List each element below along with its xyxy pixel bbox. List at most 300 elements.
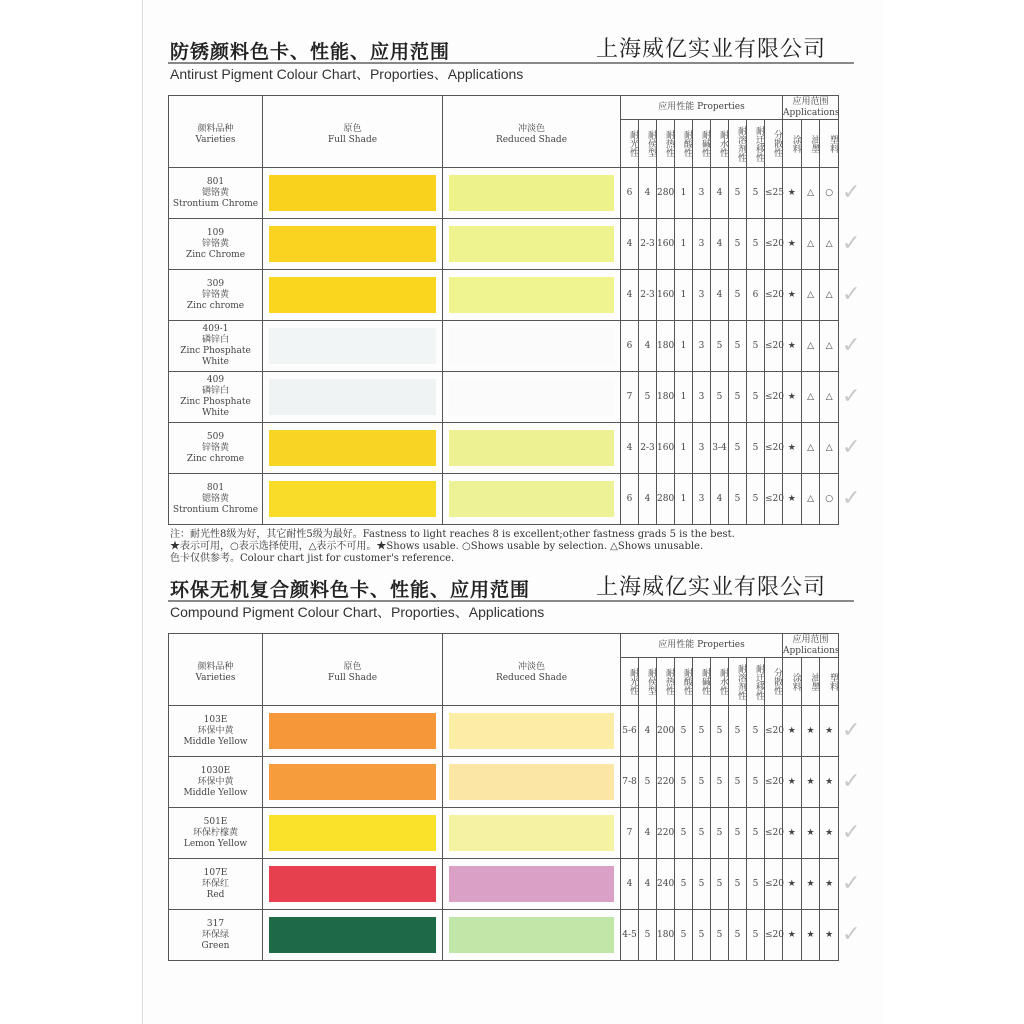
full-shade-cell (263, 219, 443, 270)
variety-cn: 环保红 (201, 878, 229, 889)
property-value: ≤20 (765, 757, 783, 808)
variety-cell (169, 910, 263, 961)
reduced-shade-cell (443, 219, 621, 270)
header-varieties (169, 96, 263, 168)
property-value: 3 (693, 270, 711, 321)
header-reduced-shade (443, 96, 621, 168)
property-value: 5 (747, 372, 765, 423)
property-value: 4-5 (621, 910, 639, 961)
antirust-pigment-table (168, 95, 839, 525)
property-value: ≤20 (765, 219, 783, 270)
property-value: 5 (729, 808, 747, 859)
property-value: 4 (639, 321, 657, 372)
checkmark-icon: ✓ (842, 435, 861, 460)
property-value: ≤20 (765, 270, 783, 321)
variety-cn: 环保中黄 (197, 725, 234, 736)
application-symbol: ★ (783, 423, 802, 474)
variety-code: 501E (203, 816, 228, 827)
full-shade-swatch (269, 328, 436, 364)
property-value: 160 (657, 219, 675, 270)
full-shade-swatch (269, 481, 436, 517)
property-value: 5 (747, 808, 765, 859)
apps-en: Applications (783, 645, 840, 656)
property-value: 4 (639, 859, 657, 910)
full-shade-cell (263, 270, 443, 321)
application-column-header: 塑料 (820, 658, 839, 706)
variety-cell (169, 168, 263, 219)
property-value: 1 (675, 219, 693, 270)
property-value: ≤25 (765, 168, 783, 219)
table-row (169, 706, 839, 757)
application-symbol: △ (801, 474, 820, 525)
property-value: 5 (711, 321, 729, 372)
property-value: 5 (675, 859, 693, 910)
section2-company: 上海威亿实业有限公司 (596, 575, 827, 600)
property-value: 1 (675, 270, 693, 321)
application-symbol: ★ (783, 706, 802, 757)
variety-code: 107E (203, 867, 228, 878)
variety-en: Lemon Yellow (183, 838, 248, 849)
application-symbol: ★ (820, 910, 839, 961)
application-column-header: 油墨 (801, 658, 820, 706)
checkmark-icon: ✓ (842, 922, 861, 947)
full-shade-cell (263, 859, 443, 910)
full-shade-cell (263, 168, 443, 219)
table-row (169, 219, 839, 270)
variety-cell (169, 706, 263, 757)
property-value: 240 (657, 859, 675, 910)
property-value: 3-4 (711, 423, 729, 474)
property-value: 4 (711, 270, 729, 321)
full-shade-cell (263, 757, 443, 808)
variety-en: Zinc Phosphate White (180, 346, 251, 367)
property-value: 5 (675, 757, 693, 808)
full-shade-cell (263, 910, 443, 961)
property-column-header: 耐光性 (621, 120, 639, 168)
application-symbol: ○ (820, 168, 839, 219)
full-shade-cell (263, 321, 443, 372)
table-row (169, 372, 839, 423)
application-symbol: ★ (783, 321, 802, 372)
variety-code: 509 (206, 431, 225, 442)
variety-cell (169, 808, 263, 859)
reduced-shade-cn: 冲淡色 (517, 662, 545, 672)
property-value: 3 (693, 423, 711, 474)
application-symbol: ★ (783, 474, 802, 525)
property-value: 5 (675, 808, 693, 859)
property-value: 1 (675, 321, 693, 372)
property-value: 6 (621, 321, 639, 372)
property-value: 180 (657, 910, 675, 961)
property-value: 4 (711, 219, 729, 270)
property-value: 5 (729, 474, 747, 525)
property-value: 5 (729, 321, 747, 372)
application-symbol: ★ (783, 270, 802, 321)
application-symbol: △ (801, 321, 820, 372)
application-symbol: ★ (783, 168, 802, 219)
reduced-shade-cell (443, 423, 621, 474)
note-line: 色卡仅供参考。Colour chart jist for customer's reference. (170, 553, 455, 564)
property-value: 5 (639, 910, 657, 961)
property-column-header: 耐酸性 (675, 120, 693, 168)
reduced-shade-cell (443, 859, 621, 910)
variety-en: Strontium Chrome (172, 504, 259, 515)
variety-code: 409-1 (202, 324, 229, 334)
table-row (169, 859, 839, 910)
apps-cn: 应用范围 (792, 96, 829, 107)
varieties-cn: 颜料品种 (197, 124, 234, 134)
apps-cn: 应用范围 (792, 634, 829, 645)
property-value: 4 (621, 270, 639, 321)
property-value: 5 (747, 757, 765, 808)
full-shade-swatch (269, 379, 436, 415)
table-row (169, 321, 839, 372)
property-value: 5 (747, 321, 765, 372)
reduced-shade-cell (443, 372, 621, 423)
application-symbol: △ (801, 372, 820, 423)
application-symbol: △ (820, 270, 839, 321)
full-shade-cn: 原色 (343, 662, 362, 672)
full-shade-cell (263, 808, 443, 859)
varieties-cn: 颜料品种 (197, 662, 234, 672)
reduced-shade-en: Reduced Shade (495, 135, 568, 145)
property-value: 1 (675, 372, 693, 423)
property-value: 5-6 (621, 706, 639, 757)
property-column-header: 耐溶剂性 (729, 658, 747, 706)
variety-cn: 锶铬黄 (201, 187, 229, 198)
property-value: 3 (693, 474, 711, 525)
variety-code: 801 (206, 176, 225, 187)
reduced-shade-cell (443, 168, 621, 219)
property-value: 5 (693, 910, 711, 961)
property-value: 3 (693, 168, 711, 219)
section1-company: 上海威亿实业有限公司 (596, 37, 827, 62)
variety-en: Strontium Chrome (172, 198, 259, 209)
application-symbol: △ (820, 423, 839, 474)
variety-cell (169, 372, 263, 423)
variety-code: 103E (203, 714, 228, 725)
reduced-shade-cell (443, 808, 621, 859)
property-value: 5 (711, 859, 729, 910)
full-shade-en: Full Shade (327, 135, 378, 145)
property-column-header: 耐迁移性 (747, 120, 765, 168)
property-column-header: 耐热性 (657, 120, 675, 168)
property-value: ≤20 (765, 321, 783, 372)
variety-cell (169, 270, 263, 321)
full-shade-cell (263, 474, 443, 525)
reduced-shade-cell (443, 757, 621, 808)
checkmark-icon: ✓ (842, 282, 861, 307)
application-symbol: ★ (820, 808, 839, 859)
application-symbol: △ (801, 270, 820, 321)
property-value: 1 (675, 474, 693, 525)
property-value: 160 (657, 270, 675, 321)
property-value: 5 (693, 859, 711, 910)
apps-en: Applications (783, 107, 840, 118)
full-shade-cell (263, 372, 443, 423)
varieties-en: Varieties (195, 135, 236, 145)
property-value: 7-8 (621, 757, 639, 808)
variety-code: 317 (206, 918, 225, 929)
variety-en: Middle Yellow (183, 787, 248, 798)
property-value: 5 (675, 910, 693, 961)
application-symbol: △ (820, 219, 839, 270)
section2-title-en: Compound Pigment Colour Chart、Proporties、Applications (170, 604, 545, 620)
property-value: ≤20 (765, 808, 783, 859)
reduced-shade-cell (443, 270, 621, 321)
variety-cn: 锌铬黄 (201, 442, 229, 453)
header-varieties (169, 634, 263, 706)
variety-cell (169, 859, 263, 910)
property-value: 4 (621, 423, 639, 474)
variety-cn: 环保绿 (201, 929, 229, 940)
property-column-header: 耐酸性 (675, 658, 693, 706)
reduced-shade-swatch (449, 764, 614, 800)
variety-en: Zinc Chrome (185, 249, 246, 260)
application-symbol: ★ (801, 910, 820, 961)
application-symbol: ★ (783, 808, 802, 859)
property-value: 5 (729, 706, 747, 757)
property-value: 4 (621, 219, 639, 270)
property-value: 5 (747, 168, 765, 219)
compound-pigment-table (168, 633, 839, 961)
full-shade-swatch (269, 764, 436, 800)
property-value: 5 (729, 372, 747, 423)
property-value: 180 (657, 321, 675, 372)
property-value: 1 (675, 168, 693, 219)
table-row (169, 270, 839, 321)
property-value: 5 (729, 219, 747, 270)
property-value: 5 (747, 910, 765, 961)
reduced-shade-swatch (449, 328, 614, 364)
header-applications (783, 634, 839, 658)
property-value: 3 (693, 219, 711, 270)
reduced-shade-swatch (449, 430, 614, 466)
property-value: 5 (747, 474, 765, 525)
reduced-shade-swatch (449, 815, 614, 851)
reduced-shade-swatch (449, 713, 614, 749)
property-value: 220 (657, 757, 675, 808)
reduced-shade-swatch (449, 481, 614, 517)
variety-cn: 锶铬黄 (201, 493, 229, 504)
reduced-shade-swatch (449, 917, 614, 953)
variety-code: 1030E (200, 765, 231, 776)
variety-en: Zinc chrome (186, 300, 245, 311)
application-symbol: ★ (783, 219, 802, 270)
full-shade-swatch (269, 713, 436, 749)
property-value: 4 (621, 859, 639, 910)
property-value: 5 (729, 757, 747, 808)
property-value: 5 (747, 423, 765, 474)
variety-cn: 环保中黄 (197, 776, 234, 787)
property-value: 5 (711, 757, 729, 808)
property-value: 4 (711, 168, 729, 219)
variety-en: Middle Yellow (183, 736, 248, 747)
property-value: 5 (729, 168, 747, 219)
variety-cell (169, 423, 263, 474)
checkmark-icon: ✓ (842, 180, 861, 205)
variety-cell (169, 757, 263, 808)
reduced-shade-swatch (449, 277, 614, 313)
property-value: 5 (729, 270, 747, 321)
full-shade-swatch (269, 917, 436, 953)
property-value: 220 (657, 808, 675, 859)
application-symbol: ★ (783, 859, 802, 910)
property-value: 180 (657, 372, 675, 423)
full-shade-swatch (269, 866, 436, 902)
section1-title-cn: 防锈颜料色卡、性能、应用范围 (170, 41, 451, 63)
reduced-shade-en: Reduced Shade (495, 673, 568, 683)
checkmark-icon: ✓ (842, 231, 861, 256)
reduced-shade-cell (443, 474, 621, 525)
property-value: 200 (657, 706, 675, 757)
full-shade-swatch (269, 430, 436, 466)
property-value: 5 (693, 757, 711, 808)
variety-cn: 环保柠檬黄 (192, 827, 238, 838)
property-value: 5 (711, 910, 729, 961)
reduced-shade-cell (443, 910, 621, 961)
application-symbol: △ (801, 423, 820, 474)
reduced-shade-swatch (449, 175, 614, 211)
application-column-header: 涂料 (783, 120, 802, 168)
application-column-header: 油墨 (801, 120, 820, 168)
variety-en: Zinc chrome (186, 453, 245, 464)
property-value: 4 (639, 168, 657, 219)
property-value: 3 (693, 321, 711, 372)
note-line: 注：耐光性8级为好，其它耐性5级为最好。Fastness to light reaches 8 is excellent;other fastness grads 5 is the best. (170, 529, 735, 540)
property-value: 5 (729, 910, 747, 961)
checkmark-icon: ✓ (842, 486, 861, 511)
reduced-shade-swatch (449, 226, 614, 262)
checkmark-icon: ✓ (842, 769, 861, 794)
property-value: 6 (747, 270, 765, 321)
variety-en: Red (206, 889, 225, 900)
property-column-header: 耐侯型 (639, 658, 657, 706)
property-value: ≤20 (765, 859, 783, 910)
application-symbol: ★ (783, 372, 802, 423)
application-symbol: ★ (820, 757, 839, 808)
property-value: 3 (693, 372, 711, 423)
checkmark-icon: ✓ (842, 871, 861, 896)
property-value: 6 (621, 168, 639, 219)
table-row (169, 808, 839, 859)
property-value: 280 (657, 168, 675, 219)
variety-cn: 磷锌白 (201, 335, 229, 345)
application-symbol: △ (801, 219, 820, 270)
reduced-shade-swatch (449, 379, 614, 415)
property-value: ≤20 (765, 372, 783, 423)
table-row (169, 757, 839, 808)
property-value: 7 (621, 372, 639, 423)
property-column-header: 耐侯型 (639, 120, 657, 168)
application-symbol: ★ (783, 757, 802, 808)
property-column-header: 耐热性 (657, 658, 675, 706)
property-column-header: 耐碱性 (693, 658, 711, 706)
header-applications (783, 96, 839, 120)
reduced-shade-cell (443, 706, 621, 757)
property-value: 5 (693, 808, 711, 859)
variety-cell (169, 219, 263, 270)
property-value: 6 (621, 474, 639, 525)
property-value: 2-3 (639, 270, 657, 321)
section2-title-cn: 环保无机复合颜料色卡、性能、应用范围 (170, 579, 531, 601)
variety-code: 409 (206, 375, 225, 385)
application-symbol: ○ (820, 474, 839, 525)
variety-cn: 锌铬黄 (201, 289, 229, 300)
property-value: 5 (639, 757, 657, 808)
property-value: ≤20 (765, 706, 783, 757)
variety-cell (169, 474, 263, 525)
property-value: 4 (639, 474, 657, 525)
header-full-shade (263, 634, 443, 706)
property-value: 1 (675, 423, 693, 474)
property-value: 280 (657, 474, 675, 525)
property-column-header: 耐水性 (711, 658, 729, 706)
section1-title-en: Antirust Pigment Colour Chart、Proporties、Applications (170, 66, 524, 82)
variety-cn: 锌铬黄 (201, 238, 229, 249)
application-symbol: ★ (820, 859, 839, 910)
property-column-header: 耐碱性 (693, 120, 711, 168)
full-shade-en: Full Shade (327, 673, 378, 683)
table-row (169, 423, 839, 474)
application-column-header: 塑料 (820, 120, 839, 168)
property-value: 4 (711, 474, 729, 525)
variety-en: Zinc Phosphate White (180, 397, 251, 418)
header-properties: 应用性能 Properties (621, 96, 783, 120)
property-column-header: 耐光性 (621, 658, 639, 706)
header-properties: 应用性能 Properties (621, 634, 783, 658)
property-value: 4 (639, 808, 657, 859)
property-value: 5 (711, 706, 729, 757)
application-symbol: ★ (820, 706, 839, 757)
notes (170, 529, 735, 565)
full-shade-cn: 原色 (343, 124, 362, 134)
varieties-en: Varieties (195, 673, 236, 683)
property-value: 5 (693, 706, 711, 757)
full-shade-swatch (269, 277, 436, 313)
application-column-header: 涂料 (783, 658, 802, 706)
table-row (169, 474, 839, 525)
property-value: 5 (747, 859, 765, 910)
property-value: ≤20 (765, 910, 783, 961)
application-symbol: △ (801, 168, 820, 219)
property-value: 4 (639, 706, 657, 757)
variety-cell (169, 321, 263, 372)
property-value: 2-3 (639, 219, 657, 270)
property-value: 5 (639, 372, 657, 423)
property-value: 7 (621, 808, 639, 859)
full-shade-swatch (269, 815, 436, 851)
table-row (169, 168, 839, 219)
full-shade-swatch (269, 226, 436, 262)
application-symbol: △ (820, 321, 839, 372)
property-value: ≤20 (765, 474, 783, 525)
property-value: 2-3 (639, 423, 657, 474)
property-value: 5 (729, 859, 747, 910)
property-column-header: 分散性 (765, 120, 783, 168)
application-symbol: △ (820, 372, 839, 423)
property-column-header: 耐水性 (711, 120, 729, 168)
full-shade-swatch (269, 175, 436, 211)
header-full-shade (263, 96, 443, 168)
application-symbol: ★ (783, 910, 802, 961)
property-value: ≤20 (765, 423, 783, 474)
variety-code: 801 (206, 482, 225, 493)
reduced-shade-swatch (449, 866, 614, 902)
property-value: 5 (747, 706, 765, 757)
property-column-header: 分散性 (765, 658, 783, 706)
full-shade-cell (263, 706, 443, 757)
